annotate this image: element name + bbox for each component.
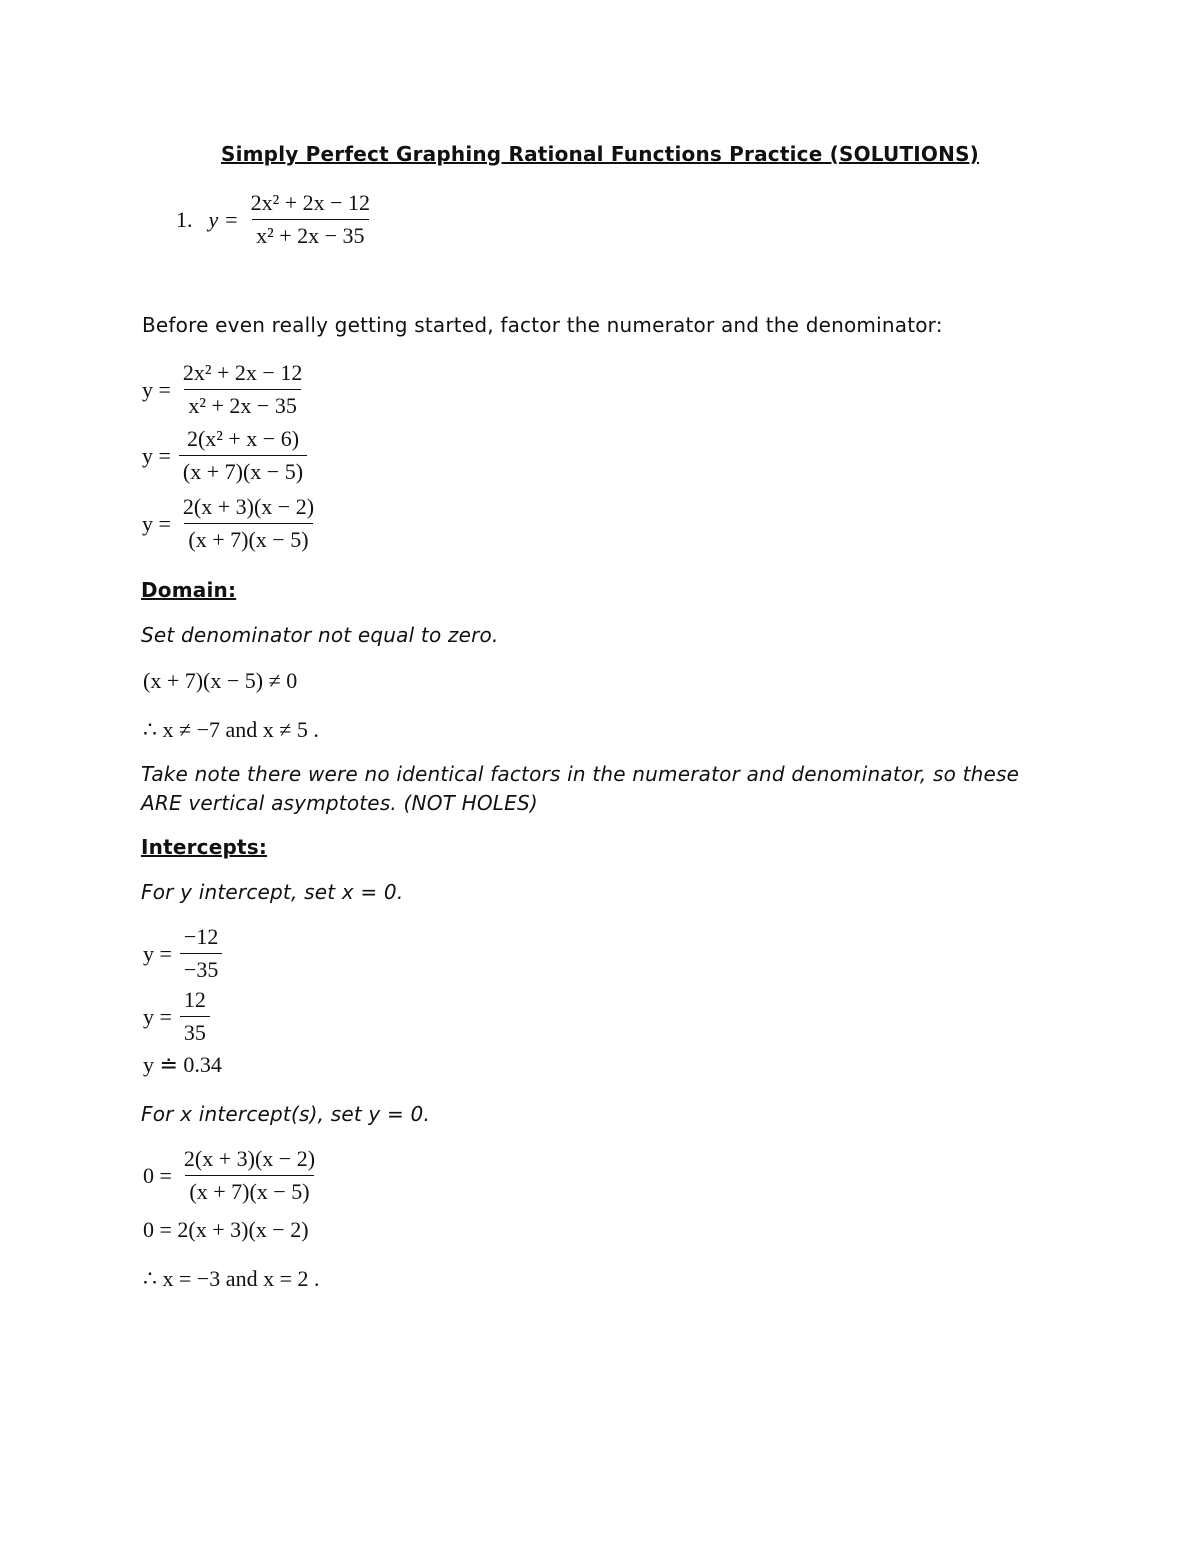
y-intercept-step	[143, 985, 212, 1048]
step-lhs: y =	[143, 1003, 172, 1029]
page-title: Simply Perfect Graphing Rational Functions Practice (SOLUTIONS)	[220, 142, 980, 166]
step-fraction	[179, 492, 318, 555]
x-intercept-conclusion: ∴ x = −3 and x = 2 .	[143, 1266, 320, 1291]
y-intercept-instruction: For y intercept, set x = 0.	[141, 880, 404, 904]
y-intercept-step	[143, 922, 224, 985]
step-fraction	[180, 922, 222, 985]
step-lhs: y =	[142, 376, 171, 402]
domain-heading: Domain:	[141, 578, 237, 602]
step-numerator: 12	[183, 987, 206, 1012]
factoring-step	[142, 492, 320, 555]
step-lhs: y =	[142, 510, 171, 536]
problem-denominator: x² + 2x − 35	[252, 219, 368, 251]
problem-fraction	[247, 188, 374, 251]
step-denominator: 35	[180, 1016, 210, 1048]
step-denominator: x² + 2x − 35	[184, 389, 300, 421]
problem-number: 1.	[176, 206, 193, 232]
step-denominator: −35	[180, 953, 222, 985]
domain-instruction: Set denominator not equal to zero.	[141, 623, 499, 647]
step-numerator: 2(x + 3)(x − 2)	[182, 494, 315, 519]
domain-note-line-2: ARE vertical asymptotes. (NOT HOLES)	[141, 791, 538, 815]
step-lhs: y =	[142, 442, 171, 468]
x-intercept-instruction: For x intercept(s), set y = 0.	[141, 1102, 431, 1126]
step-numerator: 2(x + 3)(x − 2)	[183, 1146, 316, 1171]
step-fraction	[179, 358, 306, 421]
step-lhs: y =	[143, 940, 172, 966]
y-intercept-result: y ≐ 0.34	[143, 1052, 222, 1077]
step-numerator: −12	[183, 924, 219, 949]
intro-text: Before even really getting started, factor the numerator and the denominator:	[142, 313, 943, 337]
problem-1	[176, 188, 376, 251]
step-numerator: 2x² + 2x − 12	[182, 360, 303, 385]
domain-note-line-1: Take note there were no identical factors in the numerator and denominator, so these	[141, 762, 1020, 786]
problem-lhs: y =	[208, 206, 239, 232]
step-denominator: (x + 7)(x − 5)	[179, 455, 307, 487]
intercepts-heading: Intercepts:	[141, 835, 268, 859]
step-fraction	[180, 1144, 319, 1207]
step-lhs: 0 =	[143, 1162, 172, 1188]
step-denominator: (x + 7)(x − 5)	[184, 523, 312, 555]
domain-conclusion: ∴ x ≠ −7 and x ≠ 5 .	[143, 717, 319, 742]
step-fraction	[179, 424, 307, 487]
step-denominator: (x + 7)(x − 5)	[185, 1175, 313, 1207]
step-numerator: 2(x² + x − 6)	[186, 426, 300, 451]
factoring-step	[142, 358, 308, 421]
domain-equation: (x + 7)(x − 5) ≠ 0	[143, 668, 298, 693]
x-intercept-simplified: 0 = 2(x + 3)(x − 2)	[143, 1217, 309, 1242]
factoring-step	[142, 424, 309, 487]
problem-numerator: 2x² + 2x − 12	[250, 190, 371, 215]
x-intercept-step	[143, 1144, 321, 1207]
step-fraction	[180, 985, 210, 1048]
